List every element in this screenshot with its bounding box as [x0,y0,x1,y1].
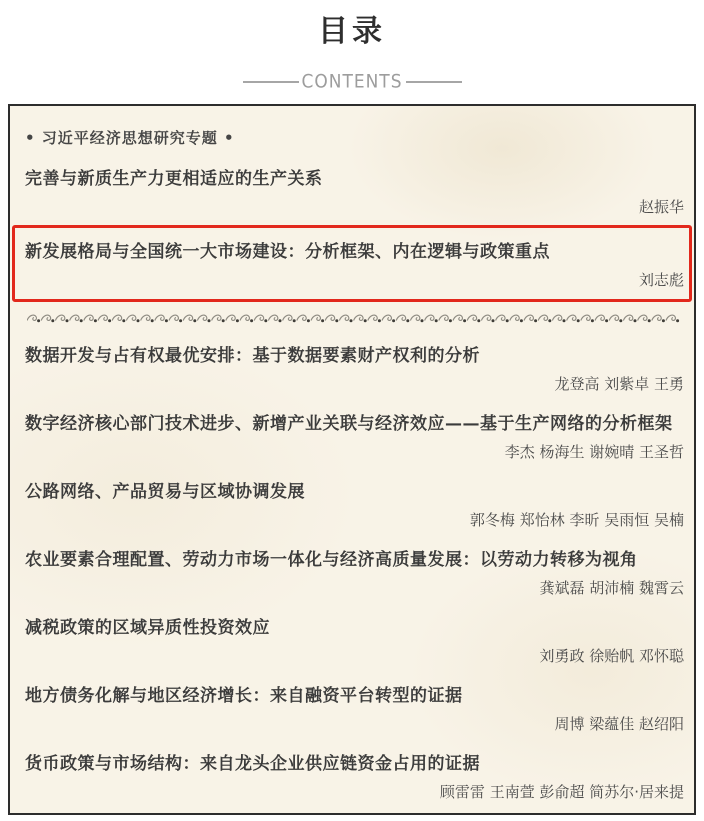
toc-entry[interactable] [25,343,684,396]
article-title: 货币政策与市场结构：来自龙头企业供应链资金占用的证据 [25,754,480,774]
toc-entry[interactable] [25,683,684,736]
article-title: 农业要素合理配置、劳动力市场一体化与经济高质量发展：以劳动力转移为视角 [25,550,638,570]
toc-entry[interactable] [25,479,684,532]
highlight-annotation [12,225,692,302]
toc-entry[interactable] [25,411,684,464]
article-title: 新发展格局与全国统一大市场建设：分析框架、内在逻辑与政策重点 [25,242,550,262]
toc-entry[interactable] [25,166,684,219]
article-authors: 李杰 杨海生 谢婉晴 王圣哲 [504,443,684,461]
subtitle-dash-left [243,81,299,83]
section-label: • 习近平经济思想研究专题 • [25,129,235,147]
article-authors: 郭冬梅 郑怡林 李昕 吴雨恒 吴楠 [469,511,684,529]
article-title: 完善与新质生产力更相适应的生产关系 [25,169,323,189]
article-authors: 刘勇政 徐贻帆 邓怀聪 [539,647,684,665]
article-authors: 龙登高 刘紫卓 王勇 [554,375,684,393]
toc-box [8,104,696,815]
article-title: 数据开发与占有权最优安排：基于数据要素财产权利的分析 [25,346,480,366]
contents-subtitle [0,72,704,92]
ornament-divider [27,312,684,325]
article-title: 公路网络、产品贸易与区域协调发展 [25,482,305,502]
article-title: 减税政策的区域异质性投资效应 [25,618,270,638]
article-authors: 周博 梁蕴佳 赵绍阳 [554,715,684,733]
article-title: 数字经济核心部门技术进步、新增产业关联与经济效应——基于生产网络的分析框架 [25,414,673,434]
contents-label: CONTENTS [301,71,403,93]
ornament-divider-icon [27,312,684,325]
article-authors: 顾雷雷 王南萱 彭俞超 简苏尔·居来提 [439,783,684,801]
page-title: 目录 [318,14,386,49]
article-title: 地方债务化解与地区经济增长：来自融资平台转型的证据 [25,686,463,706]
subtitle-dash-right [406,81,462,83]
toc-entry-highlighted[interactable] [25,239,684,292]
article-authors: 龚斌磊 胡沛楠 魏霄云 [539,579,684,597]
toc-entry[interactable] [25,751,684,804]
article-authors: 赵振华 [638,198,684,216]
toc-entry[interactable] [25,615,684,668]
article-authors: 刘志彪 [638,271,684,289]
toc-entry[interactable] [25,547,684,600]
